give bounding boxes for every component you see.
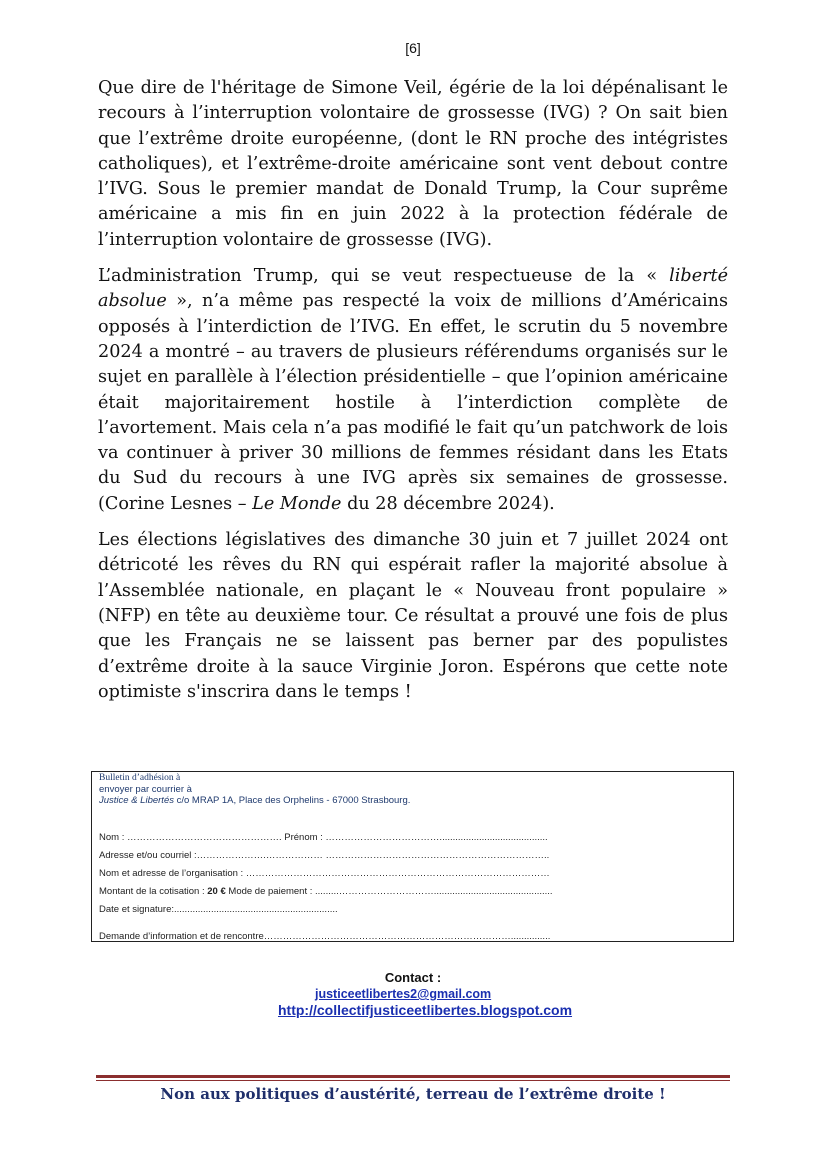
information-request-field[interactable]: Demande d’information et de rencontre……………………………………………………………………............... bbox=[99, 931, 551, 942]
paragraph-text: du 28 décembre 2024). bbox=[341, 493, 555, 514]
footer-divider-thin bbox=[96, 1080, 730, 1081]
organization-address: c/o MRAP 1A, Place des Orphelins - 67000 Strasbourg. bbox=[173, 795, 411, 806]
address-field[interactable]: Adresse et/ou courriel :………………….……………… …………………………………………………………….. bbox=[99, 850, 550, 861]
contact-email-link[interactable]: justiceetlibertes2@gmail.com bbox=[315, 987, 492, 1001]
footer-divider bbox=[96, 1075, 730, 1078]
newspaper-title: Le Monde bbox=[252, 493, 342, 514]
organization-name: Justice & Libertés bbox=[99, 795, 174, 806]
paragraph-emphasis: liberté absolue bbox=[98, 266, 728, 312]
fee-field[interactable] bbox=[99, 883, 727, 901]
name-field[interactable]: Nom : …………………………………………. Prénom : ………………………………......................................... bbox=[99, 832, 548, 843]
form-address-line bbox=[99, 795, 410, 806]
form-fields bbox=[99, 829, 727, 946]
paragraph-trump-administration bbox=[98, 264, 728, 517]
membership-form bbox=[91, 771, 734, 942]
article-body bbox=[98, 76, 728, 716]
paragraph-text: L’administration Trump, qui se veut respectueuse de la « bbox=[98, 266, 670, 287]
page-number: [6] bbox=[405, 40, 421, 56]
contact-title: Contact : bbox=[384, 970, 442, 985]
payment-field[interactable]: Mode de paiement : .........…………………………............................................. bbox=[225, 886, 553, 897]
form-send-line: envoyer par courrier à bbox=[99, 784, 192, 795]
fee-label: Montant de la cotisation : bbox=[99, 886, 208, 897]
form-heading: Bulletin d’adhésion à bbox=[99, 773, 181, 783]
paragraph-elections: Les élections législatives des dimanche 30 juin et 7 juillet 2024 ont détricoté les rêves du RN qui espérait rafler la majorité absolue à l’Assemblée nationale, en plaçant le « Nouveau front populaire » (NFP) en tête au deuxième tour. Ce résultat a prouvé une fois de plus que les Français ne se laissent pas berner par des populistes d’extrême droite à la sauce Virginie Joron. Espérons que cette note optimiste s'inscrira dans le temps ! bbox=[98, 530, 728, 702]
fee-value: 20 € bbox=[207, 886, 226, 897]
paragraph-simone-veil: Que dire de l'héritage de Simone Veil, égérie de la loi dépénalisant le recours à l’interruption volontaire de grossesse (IVG) ? On sait bien que l’extrême droite européenne, (dont le RN proche des intégristes catholiques), et l’extrême-droite américaine sont vent debout contre l’IVG. Sous le premier mandat de Donald Trump, la Cour suprême américaine a mis fin en juin 2022 à la protection fédérale de l’interruption volontaire de grossesse (IVG). bbox=[98, 78, 728, 250]
footer-slogan: Non aux politiques d’austérité, terreau de l’extrême droite ! bbox=[160, 1085, 666, 1103]
organization-field[interactable]: Nom et adresse de l’organisation : …………………………………………………………………………………… bbox=[99, 868, 550, 879]
signature-field[interactable]: Date et signature:.............................................................. bbox=[99, 904, 338, 915]
paragraph-text: », n’a même pas respecté la voix de millions d’Américains opposés à l’interdiction de l’IVG. En effet, le scrutin du 5 novembre 2024 a montré – au travers de plusieurs référendums organisés sur le sujet en parallèle à l’élection présidentielle – que l’opinion américaine était majoritairement hostile à l’interdiction complète de l’avortement. Mais cela n’a pas modifié le fait qu’un patchwork de lois va continuer à priver 30 millions de femmes résidant dans les Etats du Sud du recours à une IVG après six semaines de grossesse. (Corine Lesnes – bbox=[98, 291, 728, 514]
contact-blog-link[interactable]: http://collectifjusticeetlibertes.blogspot.com bbox=[278, 1002, 573, 1018]
form-header bbox=[99, 773, 410, 806]
